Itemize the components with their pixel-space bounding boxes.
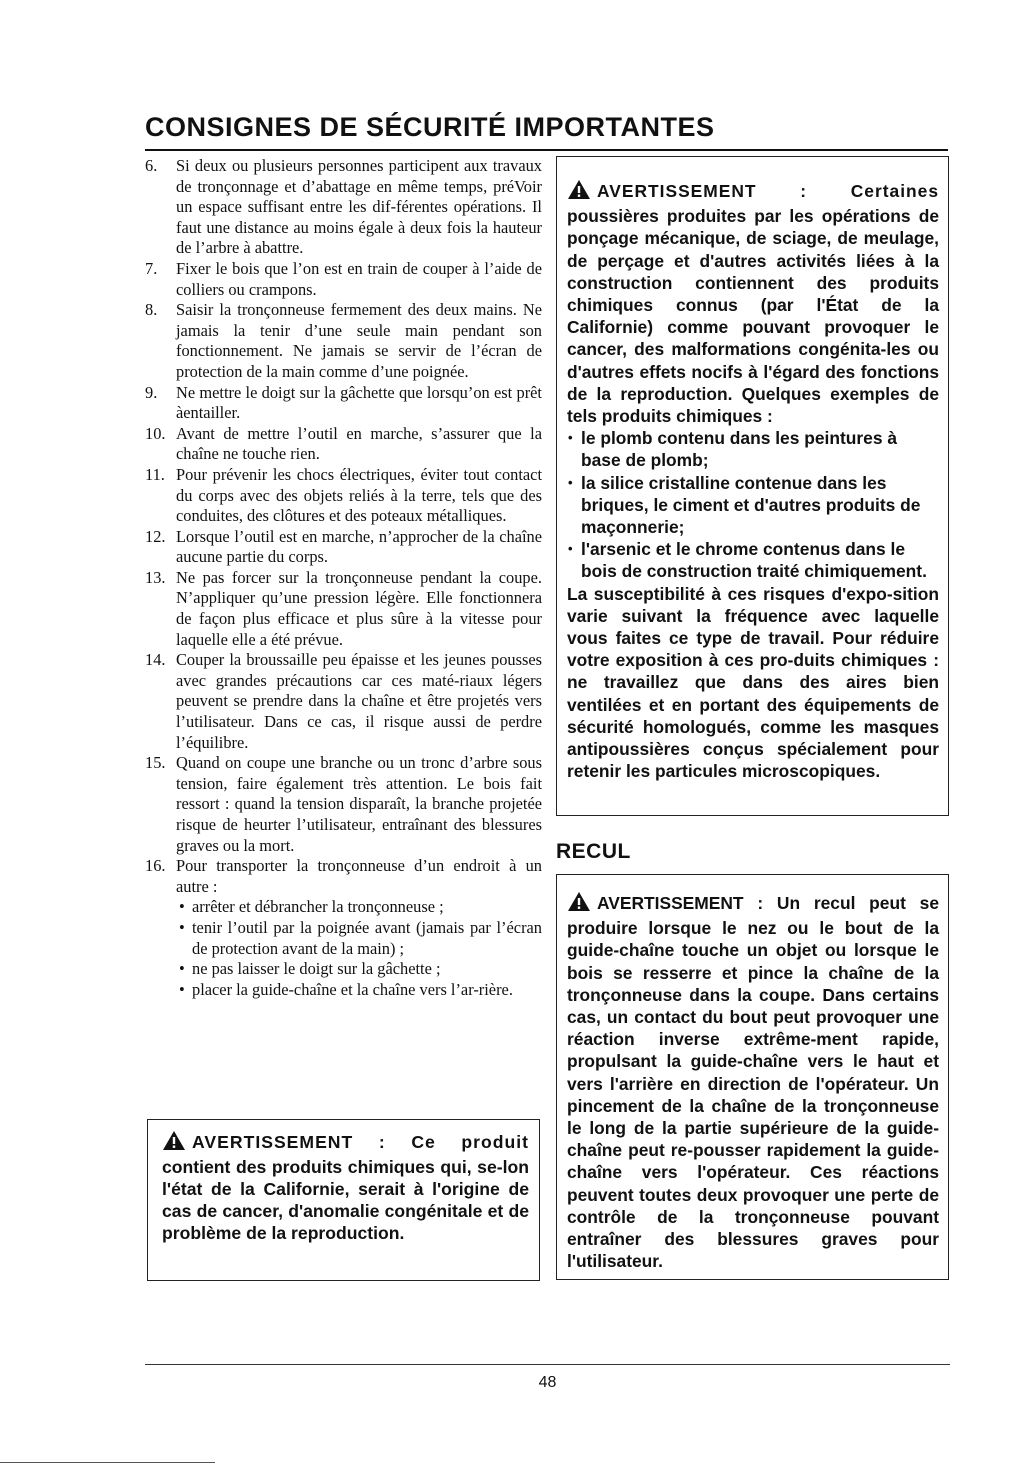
item-number: 16. xyxy=(145,856,166,876)
item-number: 14. xyxy=(145,650,166,670)
list-item xyxy=(145,300,542,382)
item-number: 6. xyxy=(145,156,158,175)
list-item xyxy=(145,753,542,856)
scan-mark-line xyxy=(0,1462,215,1463)
list-item xyxy=(145,383,542,424)
item-text: Couper la broussaille peu épaisse et les jeunes pousses avec grandes précautions car ces maté-riaux légers peuvent se prendre dans la chaîne et être projetés vers l’utilisateur. Dans ce cas, il risque aussi de perdre l’équilibre. xyxy=(176,650,542,752)
list-item-transport xyxy=(145,856,542,1000)
bullet-item: • placer la guide-chaîne et la chaîne vers l’ar-rière. xyxy=(176,980,542,1001)
item-text: Quand on coupe une branche ou un tronc d’arbre sous tension, faire également très attention. Le bois fait ressort : quand la tension disparaît, la branche projetée risque de heurter l’utilisateur, entraînant des blessures graves ou la mort. xyxy=(176,753,542,855)
item-text: Pour prévenir les chocs électriques, éviter tout contact du corps avec des objets reliés à la terre, tels que des conduites, des clôtures et des poteaux métalliques. xyxy=(176,464,542,526)
item-text: Ne mettre le doigt sur la gâchette que lorsqu’on est prêt àentailler. xyxy=(176,382,542,423)
bullet-item: • ne pas laisser le doigt sur la gâchette ; xyxy=(176,959,542,980)
chemicals-list xyxy=(567,427,939,582)
warning-text: contient des produits chimiques qui, se-lon l'état de la Californie, serait à l'origine de cas de cancer, d'anomalie congénitale et de problème de la reproduction. xyxy=(162,1157,529,1243)
list-item xyxy=(145,259,542,300)
item-text: Fixer le bois que l’on est en train de couper à l’aide de colliers ou crampons. xyxy=(176,258,542,299)
item-number: 12. xyxy=(145,526,166,546)
item-text: Avant de mettre l’outil en marche, s’assurer que la chaîne ne touche rien. xyxy=(176,423,542,464)
title-rule xyxy=(145,149,948,151)
bullet-item: • arrêter et débrancher la tronçonneuse ; xyxy=(176,897,542,918)
list-item xyxy=(145,650,542,753)
item-text: Pour transporter la tronçonneuse d’un endroit à un autre : xyxy=(176,856,542,896)
page-title: CONSIGNES DE SÉCURITÉ IMPORTANTES xyxy=(145,112,715,142)
warning-triangle-icon xyxy=(162,1130,186,1156)
item-number: 13. xyxy=(145,567,166,587)
item-number: 11. xyxy=(145,464,165,484)
list-item xyxy=(145,568,542,650)
list-item xyxy=(145,424,542,465)
footer-rule xyxy=(145,1364,950,1365)
item-number: 9. xyxy=(145,382,158,402)
warning-title: AVERTISSEMENT : Certaines xyxy=(597,181,939,201)
item-number: 10. xyxy=(145,423,166,443)
chemical-item: • l'arsenic et le chrome contenus dans le bois de construction traité chimiquement. xyxy=(567,538,939,582)
page-number: 48 xyxy=(538,1374,557,1391)
warning-intro: poussières produites par les opérations de ponçage mécanique, de sciage, de meulage, de perçage et d'autres activités liées à la construction contiennent des produits chimiques connus (par l'État de la Californie) comme pouvant provoquer le cancer, des malformations congénita-les ou d'autres effets nocifs à l'égard des fonctions de la reproduction. Quelques exemples de tels produits chimiques : xyxy=(567,206,939,427)
dust-warning-box xyxy=(556,156,949,816)
section-heading-recul: RECUL xyxy=(556,840,631,863)
item-text: Si deux ou plusieurs personnes participent aux travaux de tronçonnage et d’abattage en même temps, préVoir un espace suffisant entre les dif-férentes opérations. Il faut une distance au moins égale à deux fois la hauteur de l’arbre à abattre. xyxy=(176,156,542,258)
item-number: 8. xyxy=(145,300,158,320)
left-column xyxy=(145,156,542,1000)
warning-title: AVERTISSEMENT : Ce produit xyxy=(192,1132,529,1152)
chemical-item: • le plomb contenu dans les peintures à base de plomb; xyxy=(567,427,939,471)
warning-title: AVERTISSEMENT : Un recul peut se xyxy=(597,893,939,913)
list-item xyxy=(145,465,542,527)
bullet-item: • tenir l’outil par la poignée avant (jamais par l’écran de protection avant de la main) ; xyxy=(176,918,542,959)
list-item xyxy=(145,156,542,259)
item-text: Lorsque l’outil est en marche, n’approcher de la chaîne aucune partie du corps. xyxy=(176,526,542,567)
item-text: Saisir la tronçonneuse fermement des deux mains. Ne jamais la tenir d’une seule main pendant son fonctionnement. Ne jamais se servir de l’écran de protection de la main comme d’une poignée. xyxy=(176,300,542,381)
item-number: 7. xyxy=(145,258,158,278)
list-item xyxy=(145,527,542,568)
warning-triangle-icon xyxy=(567,179,591,205)
chemical-item: • la silice cristalline contenue dans les briques, le ciment et d'autres produits de maçonnerie; xyxy=(567,472,939,539)
item-text: Ne pas forcer sur la tronçonneuse pendant la coupe. N’appliquer qu’une pression légère. Elle fonctionnera de façon plus efficace et plus sûre à la vitesse pour laquelle elle a été prévue. xyxy=(176,567,542,649)
transport-bullets xyxy=(176,897,542,1000)
kickback-warning-box xyxy=(556,874,949,1280)
item-number: 15. xyxy=(145,753,166,773)
warning-outro: La susceptibilité à ces risques d'expo-sition varie suivant la fréquence avec laquelle vous faites ce type de travail. Pour réduire votre exposition à ces pro-duits chimiques : ne travaillez que dans des aires bien ventilées et en portant des équipements de sécurité homologués, comme les masques antipoussières conçus spécialement pour retenir les particules microscopiques. xyxy=(567,583,939,782)
safety-instructions-list xyxy=(145,156,542,1000)
warning-text: produire lorsque le nez ou le bout de la guide-chaîne touche un objet ou lorsque le bois se resserre et pince la chaîne de la tronçonneuse dans la coupe. Dans certains cas, un contact du bout peut provoquer une réaction inverse extrême-ment rapide, propulsant la guide-chaîne vers le haut et vers l'arrière en direction de l'opérateur. Un pincement de la chaîne de la tronçonneuse le long de la partie supérieure de la guide-chaîne peut re-pousser rapidement la guide-chaîne vers l'opérateur. Ces réactions peuvent toutes deux provoquer une perte de contrôle de la tronçonneuse pouvant entraîner des blessures graves pour l'utilisateur. xyxy=(567,918,939,1272)
warning-triangle-icon xyxy=(567,891,591,917)
california-warning-box xyxy=(147,1119,540,1281)
